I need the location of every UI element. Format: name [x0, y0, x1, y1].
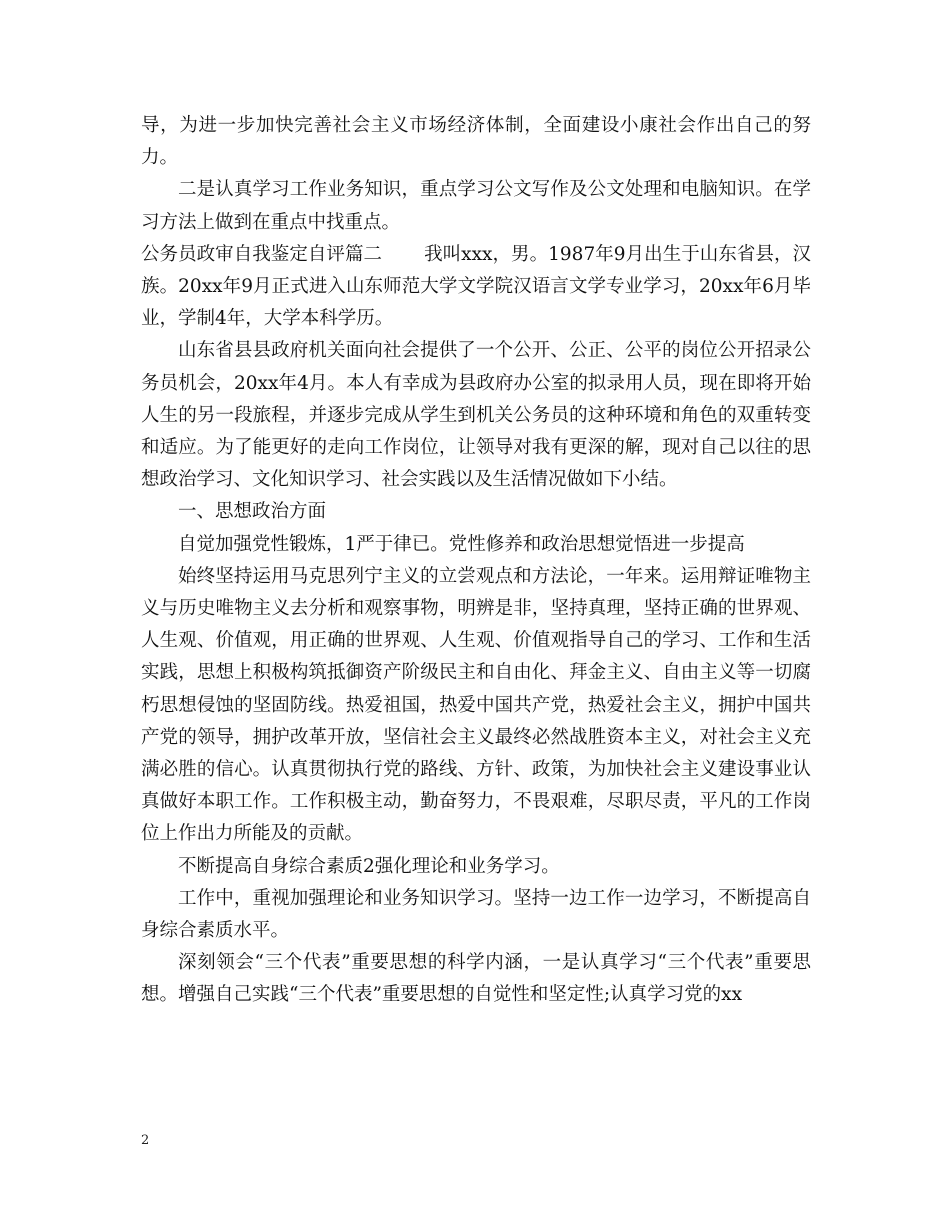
paragraph-10: 深刻领会“三个代表”重要思想的科学内涵，一是认真学习“三个代表”重要思想。增强自己实践“三个代表”重要思想的自觉性和坚定性;认真学习党的xx	[141, 952, 811, 1006]
paragraph-5: 一、思想政治方面	[178, 501, 327, 523]
paragraph-3-text: 我叫xxx，男。1987年9月出生于山东省县，汉族。20xx年9月正式进入山东师范大学文学院汉语言文学专业学习，20xx年6月毕业，学制4年，大学本科学历。	[141, 243, 811, 330]
page-number: 2	[141, 1133, 150, 1148]
paragraph-3	[141, 239, 811, 336]
paragraph-2: 二是认真学习工作业务知识，重点学习公文写作及公文处理和电脑知识。在学习方法上做到在重点中找重点。	[141, 179, 811, 233]
paragraph-1: 导，为进一步加快完善社会主义市场经济体制，全面建设小康社会作出自己的努力。	[141, 115, 811, 169]
paragraph-6: 自觉加强党性锻炼，1严于律已。党性修养和政治思想觉悟进一步提高	[178, 533, 745, 555]
paragraph-7: 始终坚持运用马克思列宁主义的立尝观点和方法论，一年来。运用辩证唯物主义与历史唯物主义去分析和观察事物，明辨是非，坚持真理，坚持正确的世界观、人生观、价值观，用正确的世界观、人生观、价值观指导自己的学习、工作和生活实践，思想上积极构筑抵御资产阶级民主和自由化、拜金主义、自由主义等一切腐朽思想侵蚀的坚固防线。热爱祖国，热爱中国共产党，热爱社会主义，拥护中国共产党的领导，拥护改革开放，坚信社会主义最终必然战胜资本主义，对社会主义充满必胜的信心。认真贯彻执行党的路线、方针、政策，为加快社会主义建设事业认真做好本职工作。工作积极主动，勤奋努力，不畏艰难，尽职尽责，平凡的工作岗位上作出力所能及的贡献。	[141, 565, 811, 845]
document-body	[141, 110, 811, 1012]
paragraph-8: 不断提高自身综合素质2强化理论和业务学习。	[178, 855, 560, 877]
paragraph-9: 工作中，重视加强理论和业务知识学习。坚持一边工作一边学习，不断提高自身综合素质水平。	[141, 887, 811, 942]
section-heading: 公务员政审自我鉴定自评篇二	[141, 243, 383, 265]
paragraph-4: 山东省县县政府机关面向社会提供了一个公开、公正、公平的岗位公开招录公务员机会，20xx年4月。本人有幸成为县政府办公室的拟录用人员，现在即将开始人生的另一段旅程，并逐步完成从学生到机关公务员的这种环境和角色的双重转变和适应。为了能更好的走向工作岗位，让领导对我有更深的解，现对自己以往的思想政治学习、文化知识学习、社会实践以及生活情况做如下小结。	[141, 340, 811, 491]
